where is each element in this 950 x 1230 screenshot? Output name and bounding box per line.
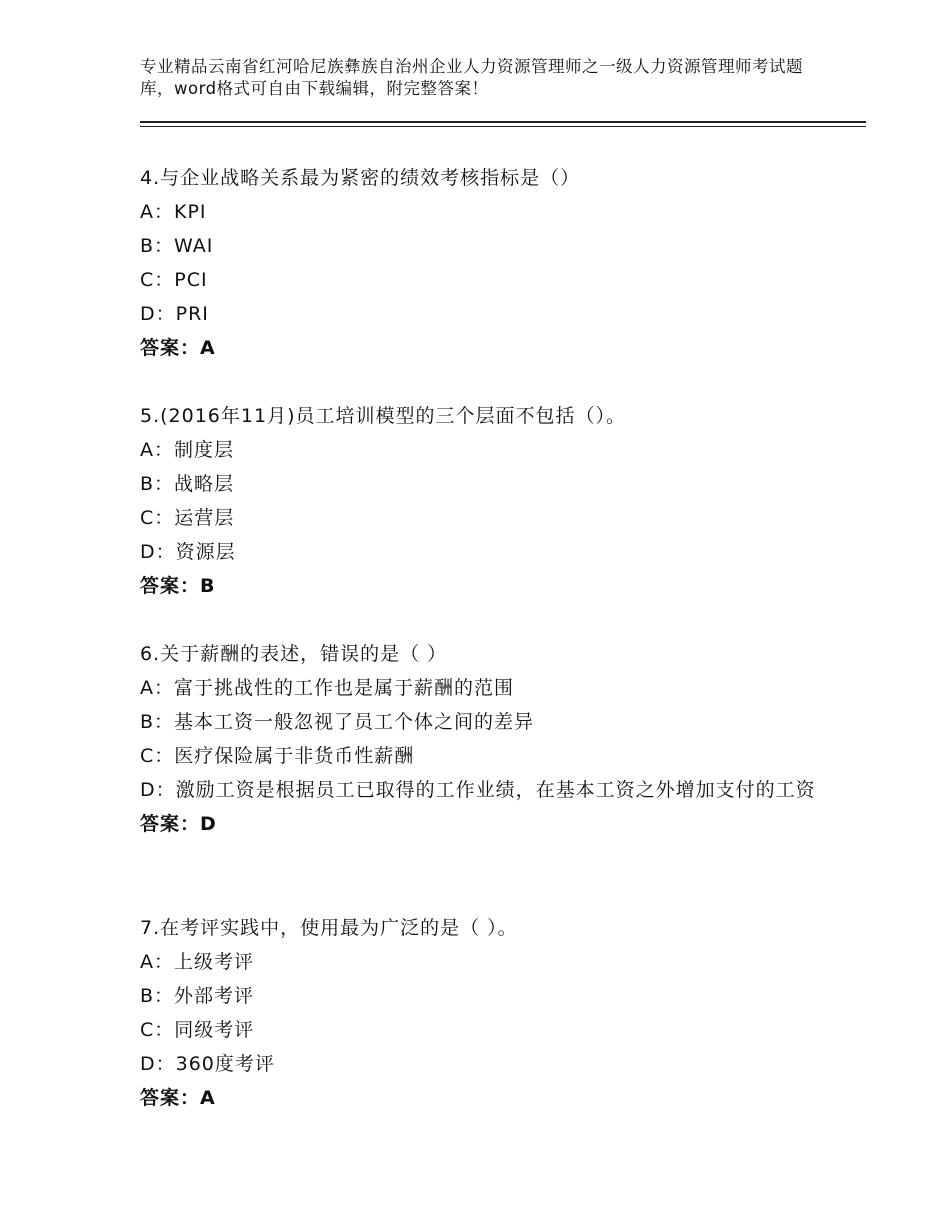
answer-line: 答案：A [140, 1087, 216, 1109]
question-stem: 6.关于薪酬的表述，错误的是（ ） [140, 643, 448, 665]
question-block [140, 637, 820, 841]
header-divider-thin [140, 126, 866, 127]
header-divider [140, 121, 866, 123]
answer-line: 答案：D [140, 813, 217, 835]
option-d: D：资源层 [140, 541, 236, 563]
option-d: D：PRI [140, 303, 209, 325]
option-b: B：WAI [140, 235, 214, 257]
option-b: B：基本工资一般忽视了员工个体之间的差异 [140, 711, 535, 733]
option-c: C：医疗保险属于非货币性薪酬 [140, 745, 415, 767]
option-c: C：同级考评 [140, 1019, 255, 1041]
document-header: 专业精品云南省红河哈尼族彝族自治州企业人力资源管理师之一级人力资源管理师考试题库，word格式可自由下载编辑，附完整答案！ [140, 57, 803, 98]
option-a: A：富于挑战性的工作也是属于薪酬的范围 [140, 677, 514, 699]
option-d: D：360度考评 [140, 1053, 275, 1075]
question-block [140, 911, 820, 1115]
question-block [140, 399, 820, 603]
option-c: C：PCI [140, 269, 208, 291]
option-b: B：战略层 [140, 473, 235, 495]
option-b: B：外部考评 [140, 985, 255, 1007]
option-a: A：KPI [140, 201, 207, 223]
question-stem: 5.(2016年11月)员工培训模型的三个层面不包括（）。 [140, 405, 626, 427]
answer-line: 答案：B [140, 575, 216, 597]
question-stem: 7.在考评实践中，使用最为广泛的是（ ）。 [140, 917, 518, 939]
question-block [140, 161, 820, 365]
answer-line: 答案：A [140, 337, 216, 359]
option-a: A：上级考评 [140, 951, 254, 973]
option-d: D：激励工资是根据员工已取得的工作业绩，在基本工资之外增加支付的工资 [140, 779, 816, 801]
option-c: C：运营层 [140, 507, 235, 529]
option-a: A：制度层 [140, 439, 234, 461]
question-stem: 4.与企业战略关系最为紧密的绩效考核指标是（） [140, 167, 581, 189]
